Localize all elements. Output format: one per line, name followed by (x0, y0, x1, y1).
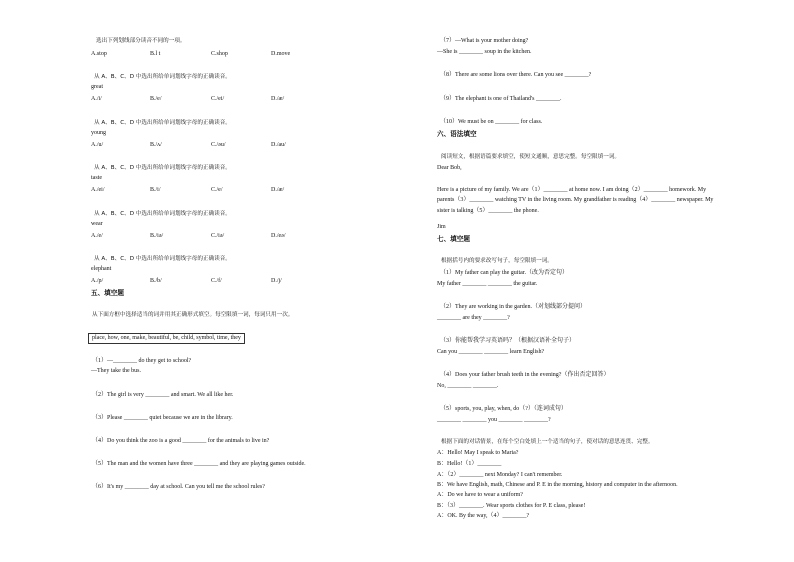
rewrite-item: （1）My father can play the guitar.（改为否定句） (440, 270, 568, 276)
dialogue-instruction: 根据下面的对话情景，在每个空白处填上一个适当的句子，使对话的意思连贯、完整。 (441, 439, 654, 445)
rewrite-item: （4）Does your father brush teeth in the evening?（作出否定回答） (440, 372, 610, 378)
phonetic-option: D./au/ (271, 142, 286, 148)
phonetic-option: B./b/ (150, 278, 162, 284)
fill-item: （8）There are some lions over there. Can you see ________? (440, 72, 592, 78)
fill-item: （2）The girl is very ________ and smart. We all like her. (92, 392, 234, 398)
rewrite-item: （2）They are working in the garden.（对划线部分提问） (440, 304, 586, 310)
letter-paragraph: parents（3）________ watching TV in the living room. My grandfather is reading（4）________ newspaper. My (437, 197, 714, 203)
phonetic-word: elephant (91, 266, 112, 272)
section7-instruction: 根据括号内的要求改写句子，每空限填一词。 (441, 258, 553, 264)
fill-item-answer: —She is ________ soup in the kitchen. (437, 49, 532, 55)
phonetic-option: A./ei/ (91, 187, 105, 193)
letter-paragraph: sister is talking（5）________ the phone. (437, 208, 539, 214)
letter-signature: Jim (437, 224, 446, 230)
q1-option-d: D.move (271, 51, 291, 57)
section7-heading: 七、填空题 (437, 235, 470, 243)
phonetic-option: C./iə/ (211, 233, 225, 239)
fill-item: （4）Do you think the zoo is a good ________ for the animals to live in? (92, 438, 270, 444)
rewrite-answer: Can you ________ ________ learn English? (437, 349, 545, 355)
rewrite-answer: No, ________ ________. (437, 383, 499, 389)
phonetic-prompt: 从 A、B、C、D 中选出所给单词划线字母的正确读音。 (94, 74, 231, 80)
section6-instruction: 阅读短文，根据语篇要求填空，使短文通顺，意思完整。每空限填一词。 (441, 154, 621, 160)
q1-option-b: B.l t (150, 51, 161, 57)
phonetic-option: B./iə/ (150, 233, 164, 239)
fill-item: （6）It's my ________ day at school. Can you tell me the school rules? (92, 484, 265, 490)
letter-paragraph: Here is a picture of my family. We are（1）________ at home now. I am doing（2）________ homework. My (437, 187, 707, 193)
q1-prompt: 选出下列划线部分读音不同的一项。 (96, 38, 186, 44)
phonetic-word: great (91, 84, 103, 90)
phonetic-option: C./f/ (211, 278, 222, 284)
phonetic-prompt: 从 A、B、C、D 中选出所给单词划线字母的正确读音。 (94, 165, 231, 171)
fill-item: （10）We must be on ________ for class. (440, 119, 543, 125)
phonetic-option: D./j/ (271, 278, 282, 284)
word-bank-box: place, how, one, make, beautiful, be, child, symbol, time, they (88, 333, 245, 344)
fill-item-answer: —They take the bus. (91, 368, 141, 374)
dialogue-line: A：Hello! May I speak to Maria? (437, 450, 519, 456)
dialogue-line: B：Hello!（1）________ (437, 461, 502, 467)
rewrite-item: （5）sports, you, play, when, do（?）（连词成句） (440, 406, 567, 412)
phonetic-option: A./u/ (91, 142, 104, 148)
letter-greeting: Dear Bob, (437, 165, 462, 171)
phonetic-option: C./e/ (211, 187, 223, 193)
dialogue-line: B：（3）________. Wear sports clothes for P. E class, please! (437, 503, 586, 509)
section5-instruction: 从下面方框中选择适当的词并用其正确形式填空。每空限填一词，每词只用一次。 (92, 312, 294, 318)
fill-item: （9）The elephant is one of Thailand's ________. (440, 96, 562, 102)
q1-option-a: A.stop (91, 51, 107, 57)
phonetic-option: D./æ/ (271, 96, 285, 102)
phonetic-prompt: 从 A、B、C、D 中选出所给单词划线字母的正确读音。 (94, 256, 231, 262)
dialogue-line: A：Do we have to wear a uniform? (437, 492, 523, 498)
rewrite-answer: ________ are they ________? (437, 315, 510, 321)
phonetic-option: A./e/ (91, 233, 103, 239)
section5-heading: 五、填空题 (91, 289, 124, 297)
fill-item: （7）—What is your mother doing? (440, 38, 529, 44)
phonetic-word: taste (91, 175, 102, 181)
rewrite-answer: My father ________ ________ the guitar. (437, 281, 538, 287)
rewrite-answer: ________ ________ you ________ ________? (437, 417, 551, 423)
fill-item: （3）Please ________ quiet because we are in the library. (92, 415, 233, 421)
phonetic-option: D./æ/ (271, 187, 285, 193)
fill-item: （1）—________ do they get to school? (92, 358, 192, 364)
phonetic-word: young (91, 130, 106, 136)
phonetic-option: B./i/ (150, 187, 161, 193)
dialogue-line: A：OK. By the way,（4）________? (437, 513, 530, 519)
dialogue-line: B：We have English, math, Chinese and P. E in the morning, history and computer in the afternoon. (437, 482, 678, 488)
phonetic-prompt: 从 A、B、C、D 中选出所给单词划线字母的正确读音。 (94, 120, 231, 126)
phonetic-option: C./əu/ (211, 142, 226, 148)
phonetic-option: A./p/ (91, 278, 104, 284)
q1-option-c: C.shop (211, 51, 228, 57)
phonetic-prompt: 从 A、B、C、D 中选出所给单词划线字母的正确读音。 (94, 211, 231, 217)
phonetic-option: C./ei/ (211, 96, 225, 102)
section6-heading: 六、语法填空 (437, 130, 477, 138)
rewrite-item: （3）你能帮我学习英语吗？（根据汉语补全句子） (440, 338, 576, 344)
phonetic-option: B./e/ (150, 96, 162, 102)
phonetic-option: A./i/ (91, 96, 102, 102)
phonetic-option: D./eə/ (271, 233, 286, 239)
phonetic-word: wear (91, 221, 103, 227)
dialogue-line: A：（2）________ next Monday? I can't remember. (437, 472, 563, 478)
fill-item: （5）The man and the women have three ________ and they are playing games outside. (92, 461, 306, 467)
phonetic-option: B./ʌ/ (150, 142, 162, 148)
